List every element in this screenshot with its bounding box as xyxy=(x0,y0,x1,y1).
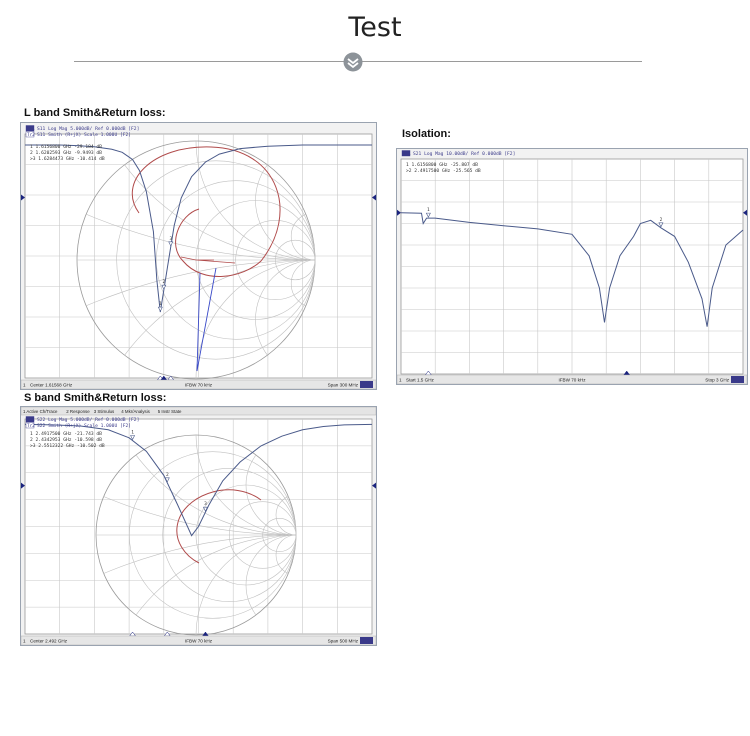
menu-item: 3 Stimulus xyxy=(93,409,115,414)
menu-item: 2 Response xyxy=(66,409,90,414)
status-mid: IFBW 70 kHz xyxy=(184,382,213,388)
ref-level-right-marker xyxy=(372,483,376,489)
l-band-chart xyxy=(21,123,376,389)
trace-marker-label: 1 xyxy=(131,430,134,436)
menu-item: 5 Instr State xyxy=(157,409,182,414)
ref-level-right-marker xyxy=(743,210,747,216)
status-cal-box xyxy=(360,637,373,644)
status-right: Span 300 MHz xyxy=(327,382,358,388)
ref-level-right-marker xyxy=(372,194,376,200)
status-index: 1 xyxy=(23,638,26,644)
status-index: 1 xyxy=(23,382,26,388)
trace-marker-label: 3 xyxy=(169,236,173,242)
l-band-heading: L band Smith&Return loss: xyxy=(24,107,166,119)
page-title: Test xyxy=(348,12,402,43)
ref-level-left-marker xyxy=(397,210,401,216)
marker-readout: >3 1.6284473 GHz -10.414 dB xyxy=(30,157,105,162)
isolation-panel xyxy=(396,148,748,385)
menu-item: 4 Mkr/Analysis xyxy=(121,409,150,414)
trace-header: S22 Log Mag 5.000dB/ Ref 0.000dB [F2] xyxy=(37,418,140,423)
status-right: Span 500 MHz xyxy=(327,638,358,644)
status-mid: IFBW 70 kHz xyxy=(184,638,213,644)
trace-marker-label: 2 xyxy=(659,217,663,223)
status-cal-box xyxy=(731,376,744,383)
trace-marker-label: 1 xyxy=(159,302,162,308)
s-band-heading: S band Smith&Return loss: xyxy=(24,392,167,404)
marker-readout: 1 1.6156800 GHz -29.184 dB xyxy=(30,145,102,150)
trace-id-label: Tr1 xyxy=(27,127,35,132)
chevron-badge-icon xyxy=(343,52,363,72)
marker-readout: 2 2.4342953 GHz -10.598 dB xyxy=(30,438,102,443)
ref-level-left-marker xyxy=(21,194,25,200)
isolation-chart xyxy=(397,149,747,384)
status-left: Center 2.492 GHz xyxy=(30,638,68,644)
trace-header: S22 Smith (R+jX) Scale 1.000U [F2] xyxy=(37,424,132,429)
trace-marker-label: 3 xyxy=(204,502,207,508)
status-mid: IFBW 70 kHz xyxy=(558,377,586,383)
marker-readout: >2 2.4917500 GHz -25.565 dB xyxy=(406,169,481,174)
s-band-chart xyxy=(21,407,376,645)
status-right: Stop 3 GHz xyxy=(705,377,729,383)
trace-header: S11 Log Mag 5.000dB/ Ref 0.000dB [F2] xyxy=(37,127,140,132)
l-band-smith-panel xyxy=(20,122,377,390)
trace-marker-label: 2 xyxy=(162,280,166,286)
trace-id-label: Tr2 xyxy=(27,133,35,138)
ref-level-left-marker xyxy=(21,483,25,489)
marker-readout: 1 2.4917500 GHz -21.743 dB xyxy=(30,432,102,437)
status-cal-box xyxy=(360,381,373,388)
trace-marker-label: 2 xyxy=(165,472,169,478)
isolation-heading: Isolation: xyxy=(402,128,451,140)
trace-id-label: Tr2 xyxy=(27,424,35,429)
marker-readout: >3 2.5512322 GHz -10.502 dB xyxy=(30,444,105,449)
marker-readout: 2 1.6202593 GHz -9.9493 dB xyxy=(30,151,102,156)
s-band-smith-panel xyxy=(20,406,377,646)
status-left: Start 1.5 GHz xyxy=(406,377,434,383)
trace-header: S21 Log Mag 10.00dB/ Ref 0.000dB [F2] xyxy=(413,152,516,157)
trace-id-label: Tr1 xyxy=(27,418,35,423)
trace-header: S11 Smith (R+jX) Scale 1.000U [F2] xyxy=(37,133,132,138)
menu-item: 1 Active Ch/Trace xyxy=(23,409,58,414)
marker-readout: 1 1.6156800 GHz -25.807 dB xyxy=(406,163,478,168)
trace-id-label: Tr1 xyxy=(403,152,411,157)
status-index: 1 xyxy=(399,377,402,383)
status-left: Center 1.61568 GHz xyxy=(30,382,73,388)
trace-marker-label: 1 xyxy=(427,208,430,214)
